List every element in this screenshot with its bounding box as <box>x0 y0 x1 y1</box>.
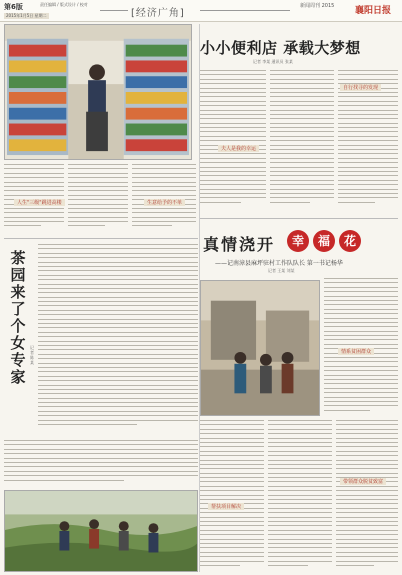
article2-body-top <box>38 244 198 434</box>
headline-char: 专 <box>10 351 26 369</box>
village-work-image <box>201 281 319 415</box>
article1-byline: 记者 李某 通讯员 张某 <box>253 59 293 64</box>
edition-number: 第6版 <box>4 3 23 11</box>
headline-char: 家 <box>10 368 26 386</box>
article3-subhead-3: 带领群众脱贫致富 <box>340 478 386 485</box>
tea-garden-image <box>5 491 197 571</box>
article1-col2 <box>68 164 128 234</box>
headline-char: 了 <box>10 300 26 318</box>
article1-subhead-4: 自行找寻的发现 <box>340 84 381 91</box>
article2-headline <box>8 250 28 386</box>
article3-col1 <box>200 420 264 570</box>
article1-col4 <box>200 70 266 210</box>
headline-circle-char: 花 <box>339 230 361 252</box>
article3-subhead-2: 帮扶项目解决 <box>208 503 244 510</box>
headline-char: 园 <box>10 266 26 284</box>
headline-char: 来 <box>10 283 26 301</box>
article1-subhead-2: 生意给予的不单 <box>144 199 185 206</box>
store-photo <box>4 24 192 160</box>
article1-col6 <box>338 70 398 210</box>
article-divider-2 <box>200 218 398 219</box>
article3-headline: 真情浇开 <box>203 235 276 254</box>
publication-date: 2015年1月5日 星期二 <box>6 13 47 18</box>
article2-body-bottom <box>4 440 198 486</box>
article2-byline: 记者 陈某 <box>30 345 34 365</box>
article-divider-1 <box>4 238 198 239</box>
headline-circle-char: 福 <box>313 230 335 252</box>
article3-subtitle: ——记南漳县麻坪驻村工作队队长 第一书记杨华 <box>215 260 343 267</box>
headline-char: 茶 <box>10 249 26 267</box>
tea-garden-photo <box>4 490 198 572</box>
article3-col2 <box>268 420 332 570</box>
article1-subhead-3: 夫人是我的幸运 <box>218 145 259 152</box>
headline-char: 女 <box>10 334 26 352</box>
article1-subhead-1: 人生"三级"跳进高楼 <box>14 199 65 206</box>
article3-subhead-1: 情系贫困群众 <box>338 348 374 355</box>
header-rule-right <box>200 10 290 11</box>
headline-circle-char: 幸 <box>287 230 309 252</box>
article3-col3 <box>336 420 398 570</box>
village-work-photo <box>200 280 320 416</box>
article1-headline: 小小便利店 承载大梦想 <box>200 39 361 57</box>
staff-credits: 责任编辑 / 版式设计 / 校对 <box>40 2 88 7</box>
article1-col5 <box>270 70 334 210</box>
paper-name: 新闻周刊 2015 <box>300 3 335 9</box>
page-header <box>0 0 402 22</box>
header-rule-left <box>100 10 128 11</box>
headline-char: 个 <box>10 317 26 335</box>
section-title: [经济广角] <box>131 8 185 19</box>
newspaper-logo: 襄阳日报 <box>355 6 392 16</box>
store-interior-image <box>5 25 191 159</box>
article3-byline: 记者 王某 刘某 <box>268 268 295 273</box>
